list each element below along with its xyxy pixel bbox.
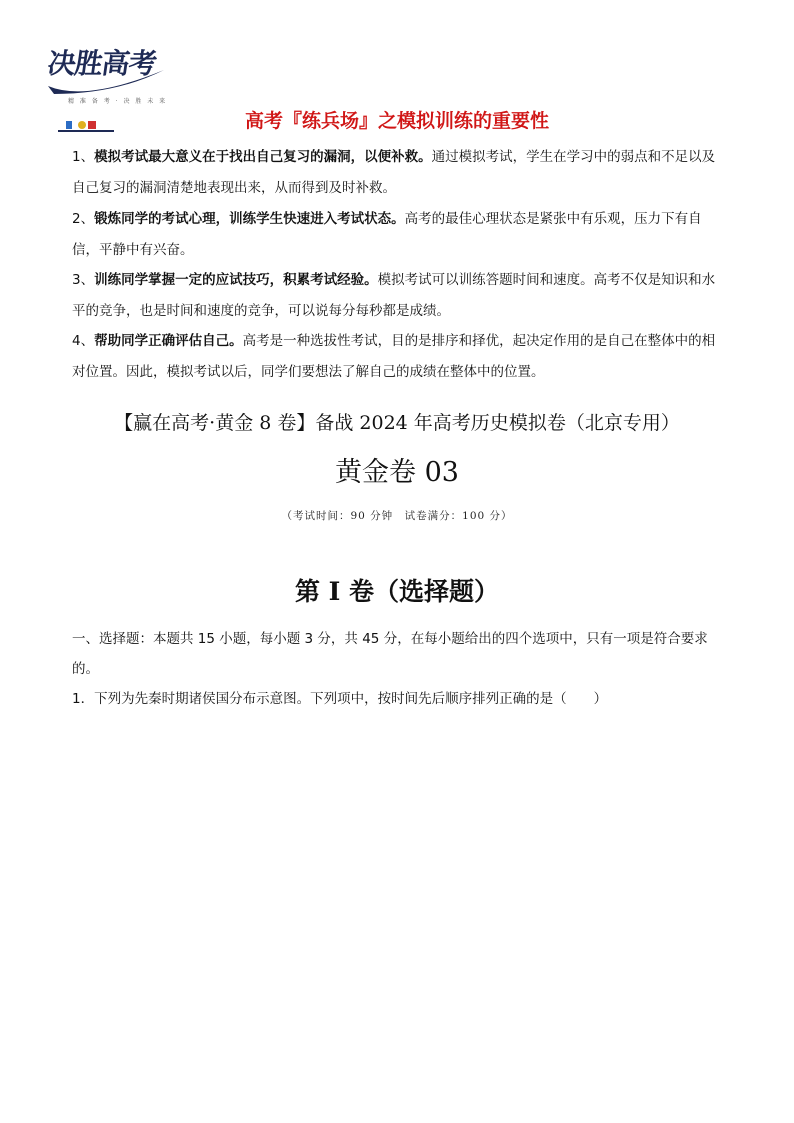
point-3 [72, 265, 724, 327]
logo-tagline: 精 准 备 考 · 决 胜 未 来 [68, 98, 168, 105]
point-number: 2、 [72, 211, 95, 227]
logo-text: 决胜高考 [45, 47, 159, 80]
point-bold: 帮助同学正确评估自己。 [94, 333, 243, 349]
series-title: 【赢在高考·黄金 8 卷】备战 2024 年高考历史模拟卷（北京专用） [114, 412, 680, 434]
point-text: 高考的最佳心理状态是紧张中有乐观，压力下有自信，平静中有兴奋。 [72, 211, 702, 258]
section-instructions [72, 624, 724, 684]
point-number: 4、 [72, 333, 95, 349]
question-1: 1．下列为先秦时期诸侯国分布示意图。下列项中，按时间先后顺序排列正确的是（ ） [72, 691, 608, 707]
volume-title: 第 I 卷（选择题） [294, 577, 500, 606]
section-text: 本题共 15 小题，每小题 3 分，共 45 分，在每小题给出的四个选项中，只有一项是符合要求的。 [72, 631, 708, 677]
exam-info: （考试时间：90 分钟 试卷满分：100 分） [281, 510, 513, 522]
point-1 [72, 142, 724, 204]
point-bold: 锻炼同学的考试心理，训练学生快速进入考试状态。 [94, 211, 405, 227]
point-number: 1、 [72, 149, 95, 165]
point-text: 模拟考试可以训练答题时间和速度。高考不仅是知识和水平的竞争，也是时间和速度的竞争，可以说每分每秒都是成绩。 [72, 272, 716, 319]
point-text: 通过模拟考试，学生在学习中的弱点和不足以及自己复习的漏洞清楚地表现出来，从而得到及时补救。 [72, 149, 716, 196]
point-bold: 模拟考试最大意义在于找出自己复习的漏洞，以便补救。 [94, 149, 432, 165]
point-number: 3、 [72, 272, 95, 288]
point-bold: 训练同学掌握一定的应试技巧，积累考试经验。 [94, 272, 378, 288]
point-text: 高考是一种选拔性考试，目的是排序和择优，起决定作用的是自己在整体中的相对位置。因此，模拟考试以后，同学们要想法了解自己的成绩在整体中的位置。 [72, 333, 716, 380]
point-4 [72, 326, 724, 388]
page-heading: 高考『练兵场』之模拟训练的重要性 [244, 110, 549, 132]
point-2 [72, 204, 724, 266]
section-prefix: 一、选择题： [72, 631, 153, 647]
paper-title: 黄金卷 03 [335, 457, 459, 488]
